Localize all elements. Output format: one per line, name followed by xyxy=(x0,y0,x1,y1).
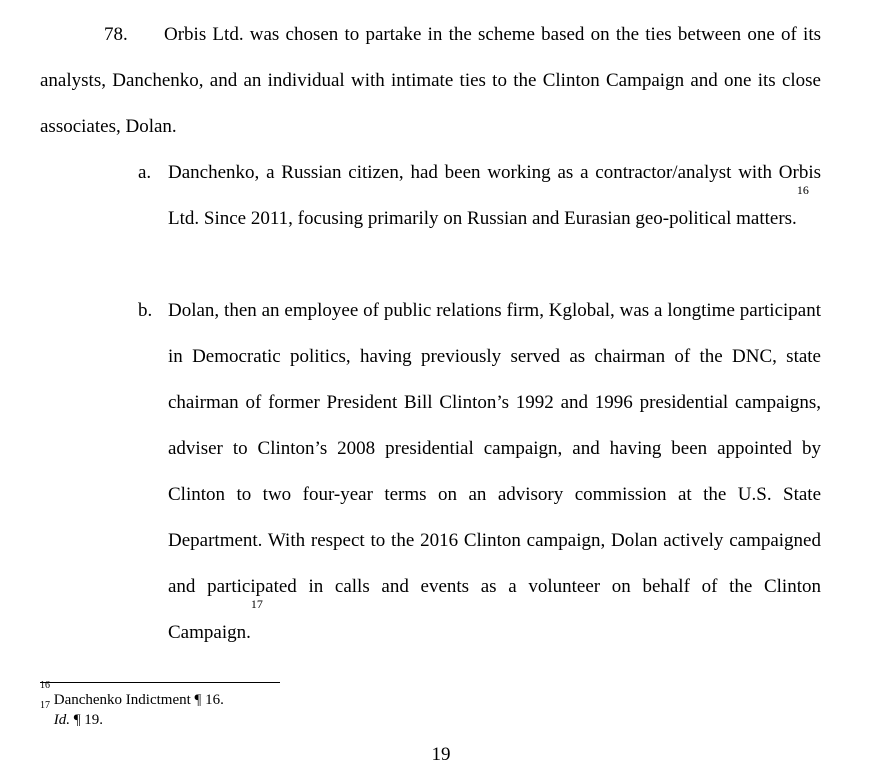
footnote-number: 17 xyxy=(40,700,50,711)
footnote-ref-16[interactable]: 16 xyxy=(796,183,809,197)
footnote-16 xyxy=(40,680,224,710)
subitem-text: Dolan, then an employee of public relations firm, Kglobal, was a longtime participant in Democratic politics, having previously served as chairman of the DNC, state chairman of former President Bill Clinton’s 1992 and 1996 presidential campaigns, adviser to Clinton’s 2008 presidential campaign, and having been appointed by Clinton to two four-year terms on an advisory commission at the U.S. State Department. With respect to the 2016 Clinton campaign, Dolan actively campaigned and participated in calls and events as a volunteer on behalf of the Clinton Campaign. xyxy=(168,300,821,643)
footnote-ref-17[interactable]: 17 xyxy=(250,597,263,611)
footnote-17 xyxy=(40,700,104,730)
footnote-text: Danchenko Indictment ¶ 16. xyxy=(53,692,224,708)
subitem-b xyxy=(138,288,821,656)
paragraph-number: 78. xyxy=(104,24,128,45)
footnote-text: ¶ 19. xyxy=(73,712,104,728)
subitem-letter: a. xyxy=(138,162,152,183)
paragraph-78 xyxy=(40,12,821,150)
subitem-letter: b. xyxy=(138,300,153,321)
footnote-number: 16 xyxy=(40,680,50,691)
subitem-a xyxy=(138,150,821,242)
page-number: 19 xyxy=(431,744,451,765)
paragraph-text: Orbis Ltd. was chosen to partake in the scheme based on the ties between one of its analysts, Danchenko, and an individual with intimate ties to the Clinton Campaign and one its close associates, Dolan. xyxy=(40,24,821,137)
subitem-text: Danchenko, a Russian citizen, had been working as a contractor/analyst with Orbis Ltd. Since 2011, focusing primarily on Russian and Eurasian geo-political matters. xyxy=(168,162,821,229)
footnote-divider xyxy=(40,682,280,683)
footnote-italic: Id. xyxy=(53,712,70,728)
